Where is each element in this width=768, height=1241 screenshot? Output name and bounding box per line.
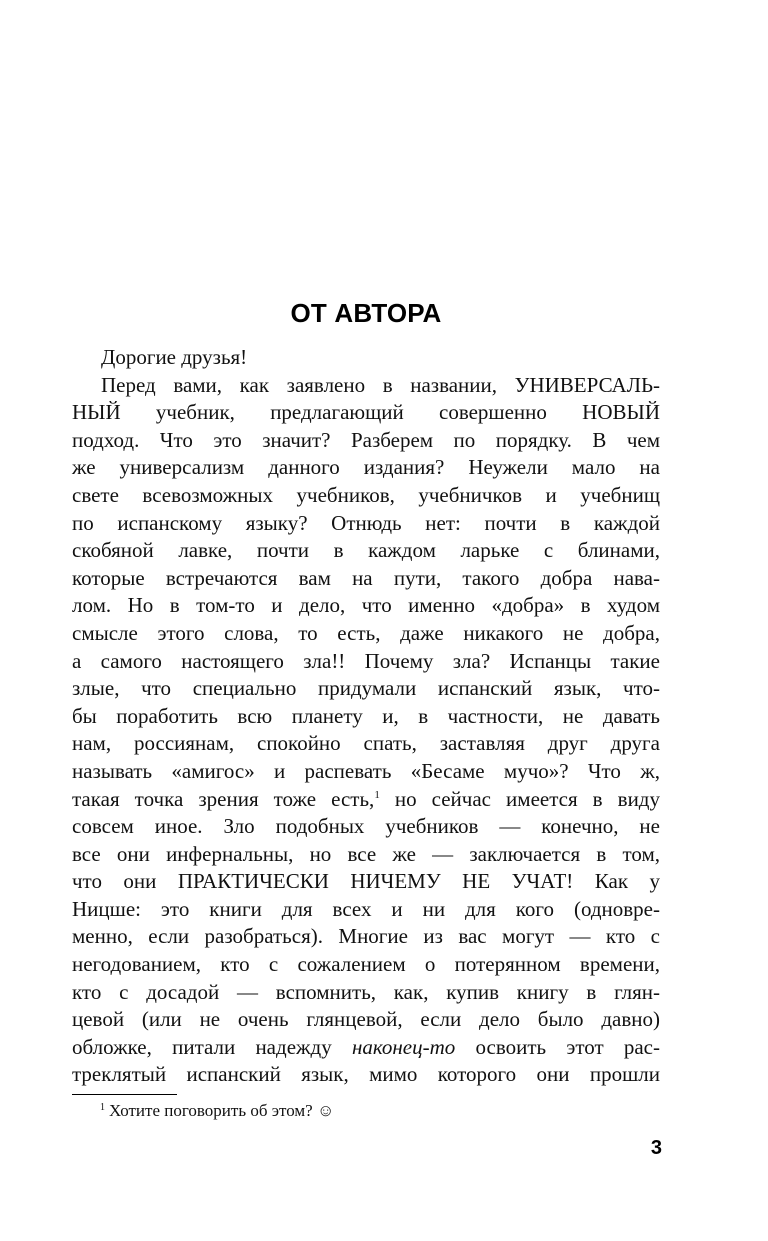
footnote-reference[interactable]: 1	[374, 788, 380, 801]
text-line: нам, россиянам, спокойно спать, заставляя друг друга	[72, 731, 660, 756]
text-line-with-footnote	[72, 786, 660, 814]
text-line: подход. Что это значит? Разберем по порядку. В чем	[72, 427, 660, 452]
text-line: Перед вами, как заявлено в названии, УНИВЕРСАЛЬ-	[101, 372, 660, 397]
text-line: которые встречаются вам на пути, такого добра нава-	[72, 565, 660, 590]
text-line: совсем иное. Зло подобных учебников — конечно, не	[72, 814, 660, 839]
text-line: кто с досадой — вспомнить, как, купив книгу в глян-	[72, 979, 660, 1004]
page-number: 3	[650, 1137, 662, 1159]
text-segment: такая точка зрения тоже есть,	[72, 786, 375, 811]
text-line: смысле этого слова, то есть, даже никакого не добра,	[72, 620, 660, 645]
text-line: лом. Но в том-то и дело, что именно «добра» в худом	[72, 593, 660, 618]
text-line: Дорогие друзья!	[101, 345, 248, 369]
chapter-title: ОТ АВТОРА	[290, 298, 442, 328]
text-segment: освоить этот рас-	[455, 1034, 660, 1059]
text-line: же универсализм данного издания? Неужели мало на	[72, 455, 660, 480]
footnote-text: Хотите поговорить об этом? ☺	[109, 1101, 335, 1120]
text-line: негодованием, кто с сожалением о потерянном времени,	[72, 952, 660, 977]
text-line: что они ПРАКТИЧЕСКИ НИЧЕМУ НЕ УЧАТ! Как у	[72, 869, 660, 894]
text-line-with-italic	[72, 1034, 660, 1062]
footnote-divider	[72, 1094, 177, 1095]
text-line: все они инфернальны, но все же — заключается в том,	[72, 841, 660, 866]
text-segment: обложке, питали надежду	[72, 1034, 352, 1059]
text-line: по испанскому языку? Отнюдь нет: почти в каждой	[72, 510, 660, 535]
text-line: злые, что специально придумали испанский язык, что-	[72, 676, 660, 701]
text-line: называть «амигос» и распевать «Бесаме мучо»? Что ж,	[72, 758, 660, 783]
text-line: а самого настоящего зла!! Почему зла? Испанцы такие	[72, 648, 660, 673]
italic-emphasis: наконец-то	[351, 1034, 456, 1059]
text-segment: но сейчас имеется в виду	[379, 786, 660, 811]
text-line: менно, если разобраться). Многие из вас могут — кто с	[72, 924, 660, 949]
body-text	[72, 344, 660, 1089]
text-line: НЫЙ учебник, предлагающий совершенно НОВЫЙ	[72, 400, 660, 425]
text-line: цевой (или не очень глянцевой, если дело было давно)	[72, 1007, 660, 1032]
text-line: Ницше: это книги для всех и ни для кого (одновре-	[72, 896, 660, 921]
text-line: треклятый испанский язык, мимо которого они прошли	[72, 1062, 660, 1087]
text-line: бы поработить всю планету и, в частности, не давать	[72, 703, 660, 728]
text-line: свете всевозможных учебников, учебничков и учебнищ	[72, 482, 660, 507]
footnote-marker: 1	[100, 1102, 105, 1113]
text-line: скобяной лавке, почти в каждом ларьке с блинами,	[72, 538, 660, 563]
footnote	[100, 1101, 334, 1121]
